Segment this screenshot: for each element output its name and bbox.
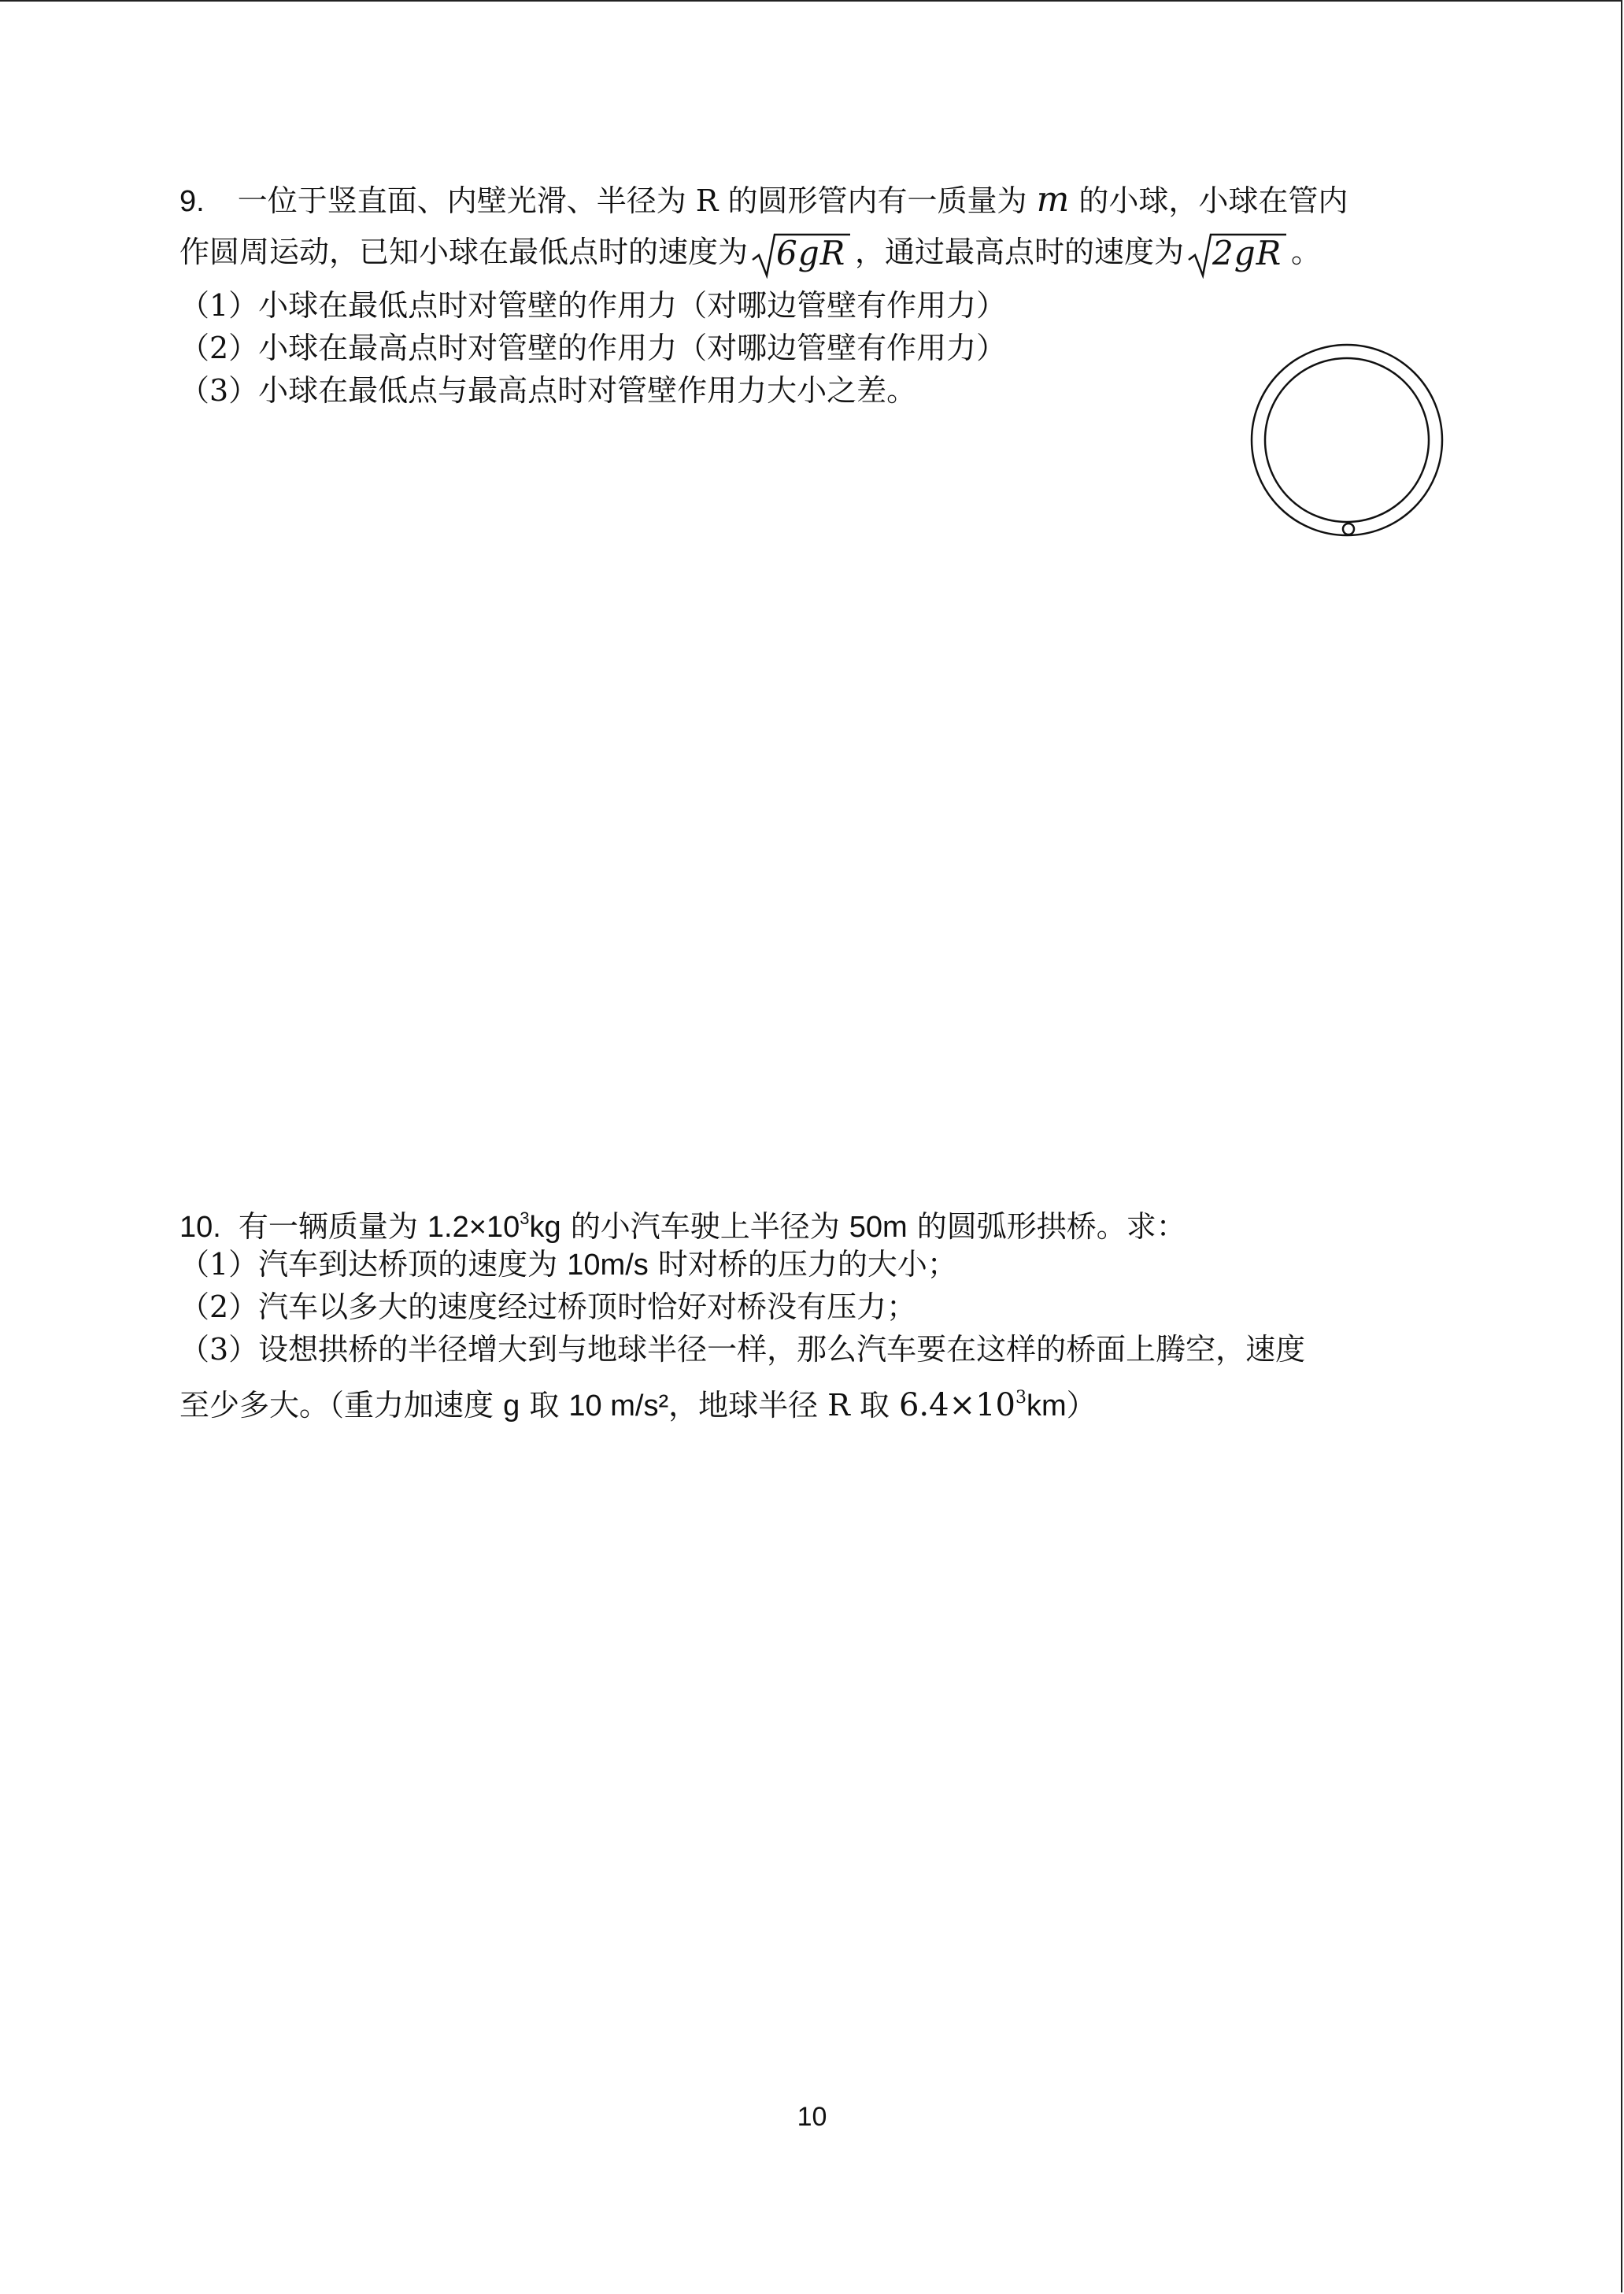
q10-earth-radius-value: 6.4×10	[898, 1387, 1015, 1423]
q10-g-symbol: g	[503, 1389, 520, 1423]
sqrt-2gR-radicand: 2gR	[1212, 233, 1282, 272]
q9-mass-symbol: m	[1036, 179, 1070, 220]
q10-number: 10.	[179, 1211, 221, 1244]
page-number: 10	[797, 2102, 827, 2132]
q10-mass-exponent: 3	[520, 1208, 530, 1228]
q10-sub-1a: （1）汽车到达桥顶的速度为	[179, 1247, 568, 1282]
sqrt-2gR	[1187, 231, 1288, 279]
q10-text-5b: 取	[520, 1388, 569, 1423]
q10-text-5c: ，地球半径 R 取	[668, 1388, 899, 1423]
q10-text-5d: ）	[1066, 1388, 1097, 1423]
q9-line-1	[179, 178, 1348, 224]
q10-text-1c: 的圆弧形拱桥。求：	[907, 1209, 1186, 1244]
q9-sub-1: （1）小球在最低点时对管壁的作用力（对哪边管壁有作用力）	[179, 288, 1007, 323]
q10-g-value: 10 m/s²	[568, 1389, 669, 1423]
tube-inner-wall	[1265, 358, 1429, 522]
q9-text-1a: 一位于竖直面、内壁光滑、半径为 R 的圆形管内有一质量为	[237, 183, 1037, 218]
q10-sub-3: （3）设想拱桥的半径增大到与地球半径一样，那么汽车要在这样的桥面上腾空，速度	[179, 1332, 1306, 1367]
q10-line-5	[179, 1376, 1097, 1428]
q10-earth-radius-exponent: 3	[1015, 1388, 1027, 1408]
q9-text-2a: 作圆周运动，已知小球在最低点时的速度为	[179, 235, 749, 269]
q9-text-1b: 的小球，小球在管内	[1069, 183, 1348, 218]
q10-sub-1	[179, 1242, 957, 1287]
q10-radius-value: 50m	[849, 1211, 908, 1244]
q10-line-1	[179, 1197, 1186, 1249]
q10-sub-2: （2）汽车以多大的速度经过桥顶时恰好对桥没有压力；	[179, 1289, 917, 1324]
circular-tube-diagram	[1249, 342, 1445, 538]
q10-mass-value: 1.2×10	[427, 1211, 520, 1244]
sqrt-6gR	[751, 231, 852, 279]
q9-sub-2: （2）小球在最高点时对管壁的作用力（对哪边管壁有作用力）	[179, 331, 1007, 365]
q9-text-2c: 。	[1291, 235, 1322, 269]
q10-earth-radius-unit: km	[1027, 1389, 1067, 1423]
q10-text-1a: 有一辆质量为	[238, 1209, 427, 1244]
q10-text-5a: 至少多大。（重力加速度	[179, 1388, 504, 1423]
q10-speed-value: 10m/s	[567, 1249, 649, 1282]
tube-outer-wall	[1252, 345, 1442, 535]
q10-sub-1b: 时对桥的压力的大小；	[648, 1247, 957, 1282]
small-ball	[1343, 524, 1354, 535]
q9-text-2b: ，通过最高点时的速度为	[855, 235, 1185, 269]
q9-sub-3: （3）小球在最低点与最高点时对管壁作用力大小之差。	[179, 373, 917, 408]
q10-mass-unit: kg	[529, 1211, 561, 1244]
sqrt-6gR-radicand: 6gR	[776, 233, 846, 272]
q9-line-2	[179, 230, 1321, 279]
q9-number: 9.	[179, 185, 205, 218]
q10-text-1b: 的小汽车驶上半径为	[560, 1209, 849, 1244]
